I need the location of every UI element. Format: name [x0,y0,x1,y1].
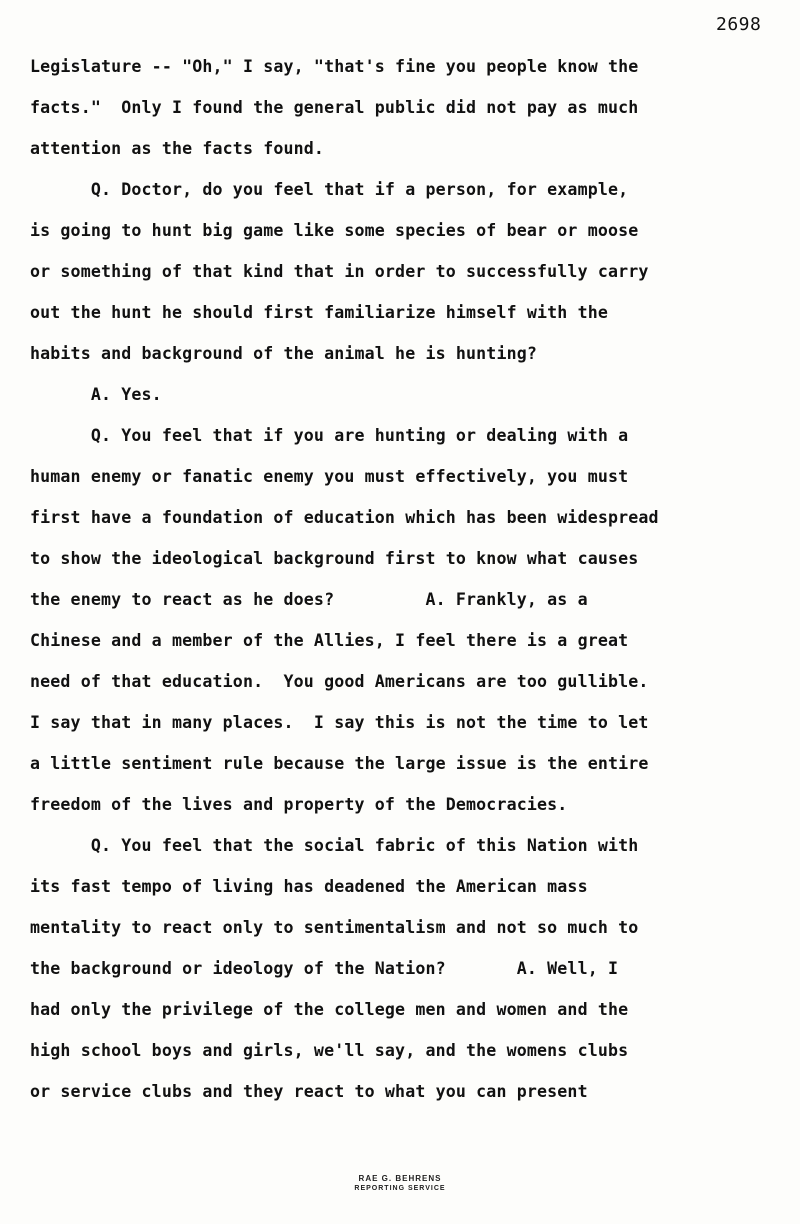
transcript-body [30,46,790,1112]
text-line: or something of that kind that in order to successfully carry [30,262,649,281]
text-line: had only the privilege of the college men and women and the [30,1000,629,1019]
text-line: first have a foundation of education which has been widespread [30,508,659,527]
text-line: its fast tempo of living has deadened the American mass [30,877,588,896]
text-line: human enemy or fanatic enemy you must effectively, you must [30,467,629,486]
text-line: out the hunt he should first familiarize himself with the [30,303,608,322]
text-line: Chinese and a member of the Allies, I feel there is a great [30,631,629,650]
text-line: Q. You feel that if you are hunting or dealing with a [30,426,629,445]
text-line: Q. Doctor, do you feel that if a person, for example, [30,180,629,199]
text-line: freedom of the lives and property of the Democracies. [30,795,568,814]
text-line: mentality to react only to sentimentalism and not so much to [30,918,639,937]
text-line: high school boys and girls, we'll say, and the womens clubs [30,1041,629,1060]
text-line: attention as the facts found. [30,139,325,158]
text-line: the background or ideology of the Nation? A. Well, I [30,959,619,978]
text-line: I say that in many places. I say this is not the time to let [30,713,649,732]
reporter-footer [0,1174,800,1192]
text-line: to show the ideological background first to know what causes [30,549,639,568]
text-line: habits and background of the animal he is hunting? [30,344,538,363]
text-line: facts." Only I found the general public did not pay as much [30,98,639,117]
text-line: Q. You feel that the social fabric of this Nation with [30,836,639,855]
text-line: is going to hunt big game like some species of bear or moose [30,221,639,240]
text-line: Legislature -- "Oh," I say, "that's fine you people know the [30,57,639,76]
text-line: the enemy to react as he does? A. Frankly, as a [30,590,588,609]
text-line: or service clubs and they react to what you can present [30,1082,588,1101]
text-line: a little sentiment rule because the large issue is the entire [30,754,649,773]
reporting-service-label: REPORTING SERVICE [354,1185,446,1192]
text-line: need of that education. You good Americans are too gullible. [30,672,649,691]
text-line: A. Yes. [30,385,162,404]
page-number: 2698 [716,14,762,35]
reporter-name: RAE G. BEHRENS [358,1174,442,1183]
